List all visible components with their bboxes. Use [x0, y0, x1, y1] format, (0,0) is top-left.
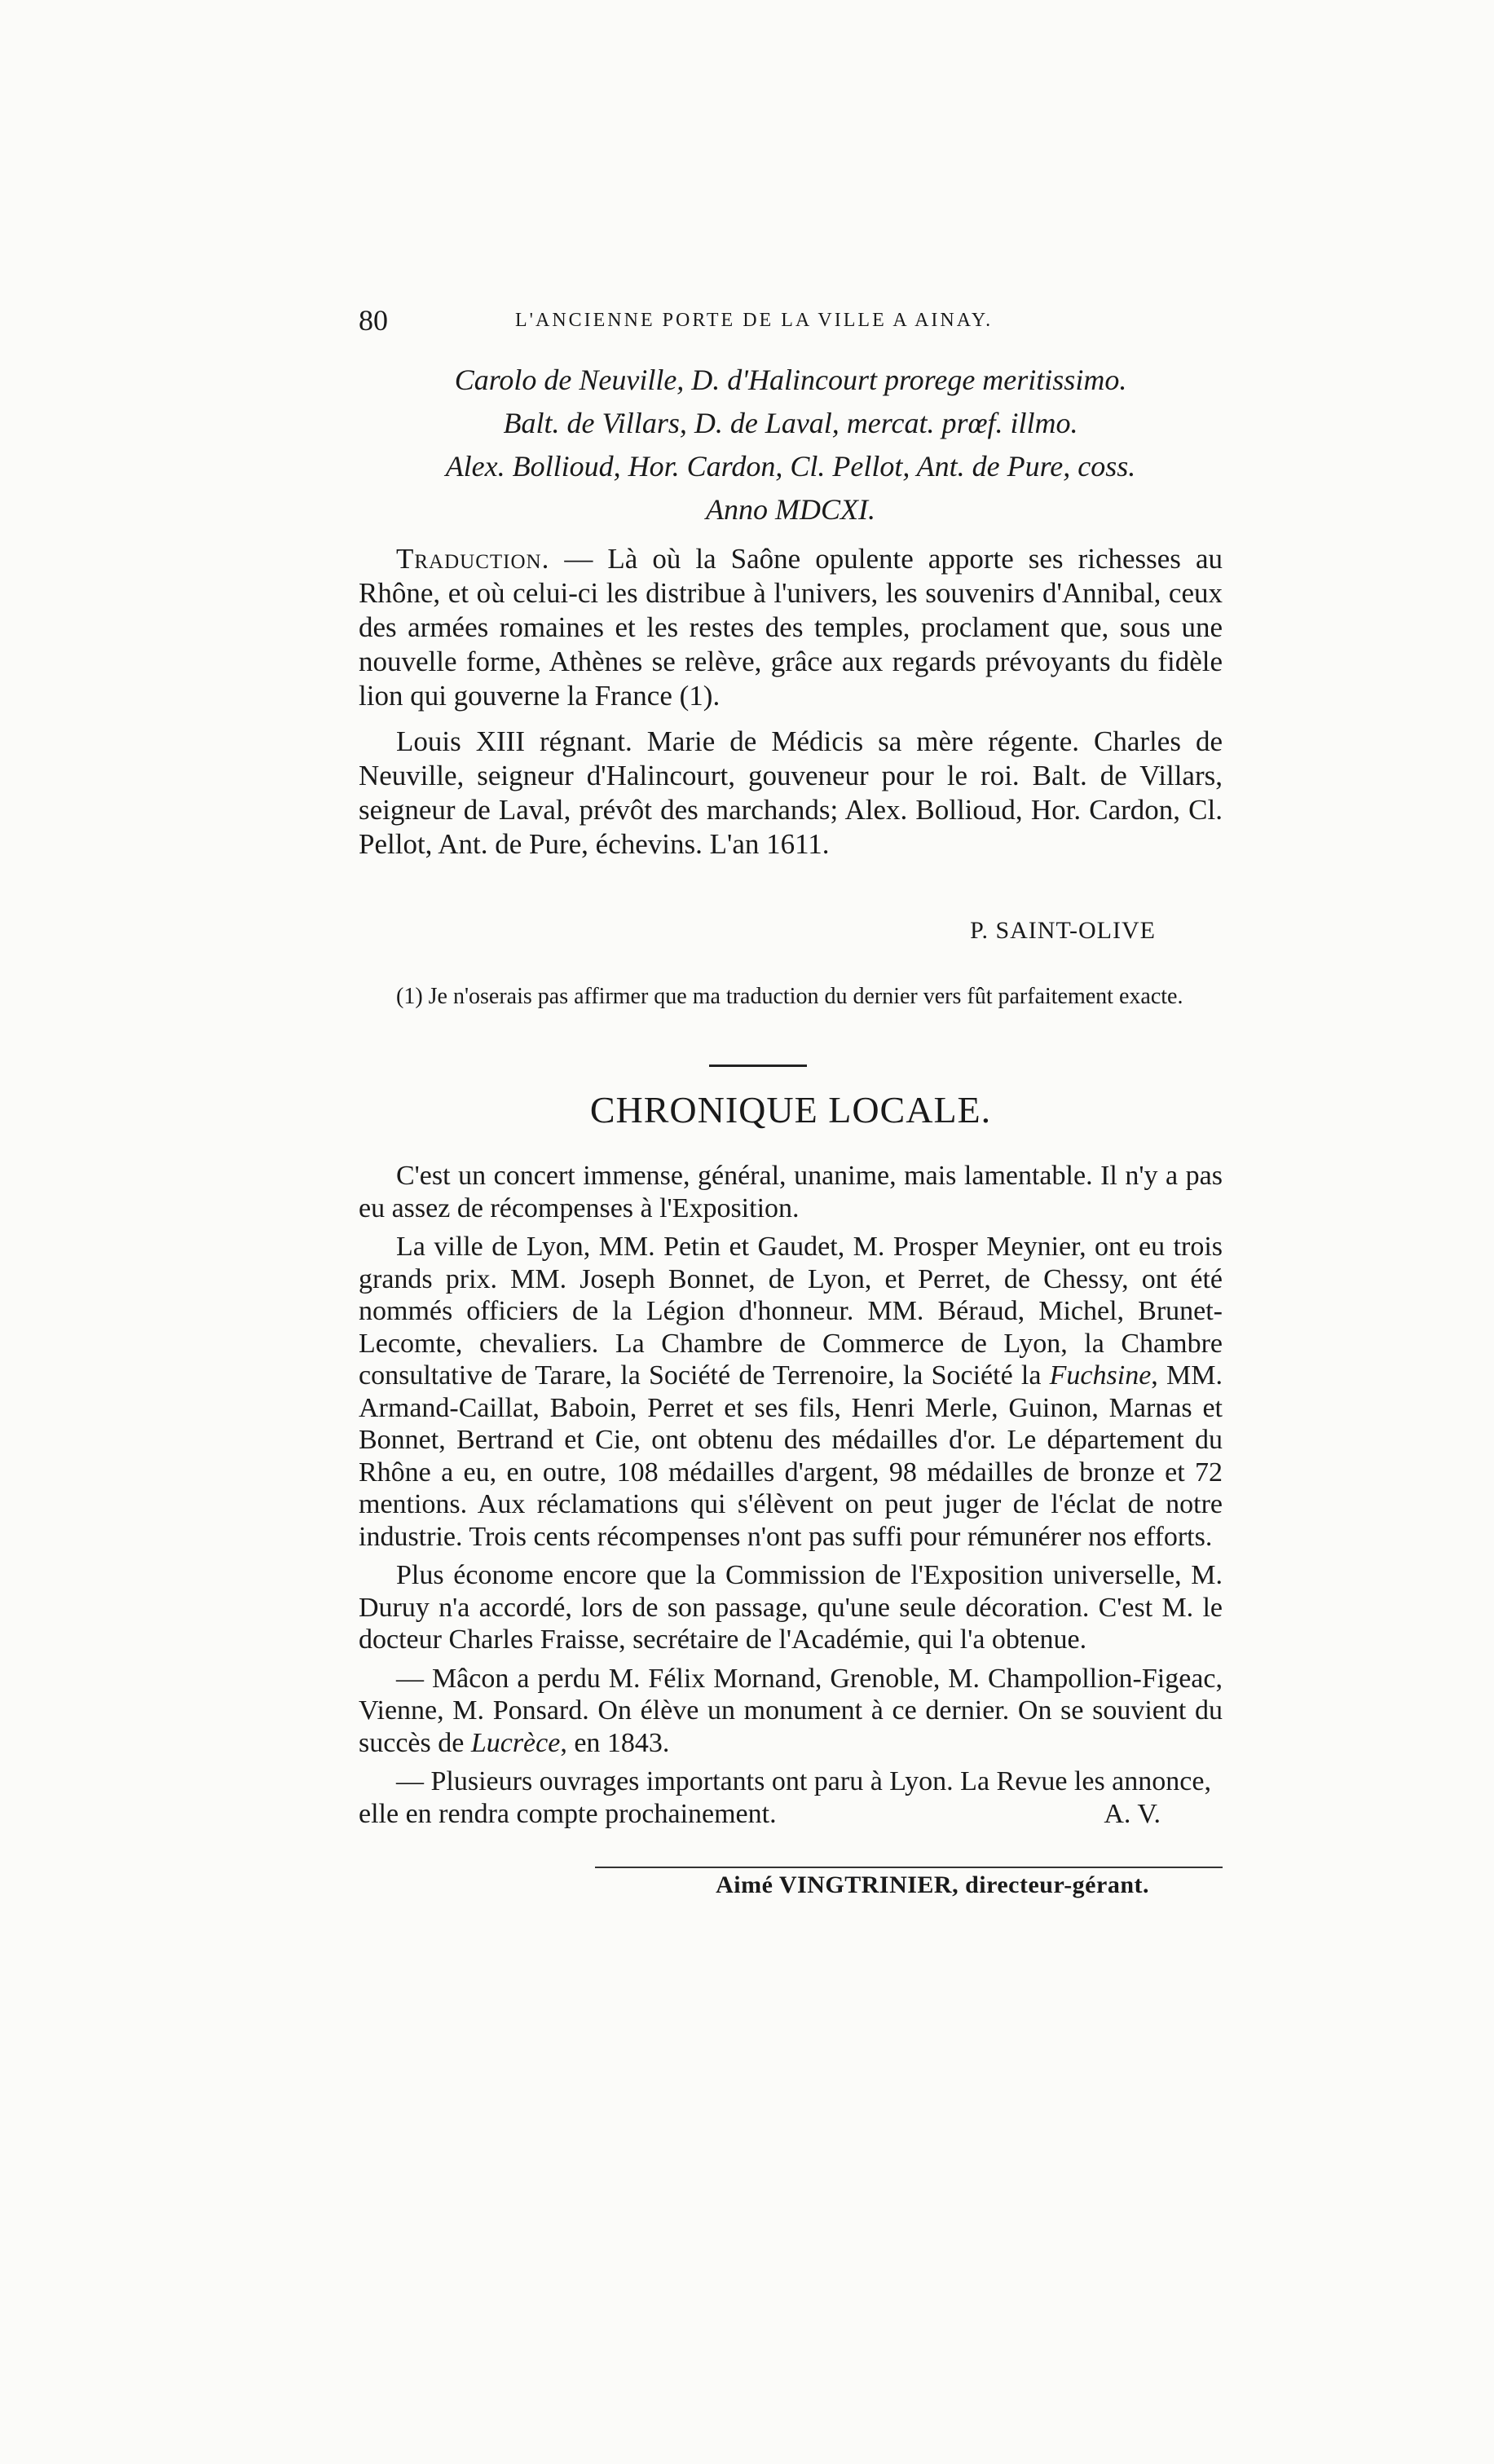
translation-paragraph-2: Louis XIII régnant. Marie de Médicis sa mère régente. Charles de Neuville, seigneur d'Halincourt, gouveneur pour le roi. Balt. de Villars, seigneur de Laval, prévôt des marchands; Alex. Bollioud, Hor. Cardon, Cl. Pellot, Ant. de Pure, échevins. L'an 1611. [359, 725, 1223, 860]
page-number: 80 [359, 304, 388, 337]
inscription-line: Alex. Bollioud, Hor. Cardon, Cl. Pellot, Ant. de Pure, coss. [445, 450, 1136, 483]
inscription-line: Balt. de Villars, D. de Laval, mercat. prœf. illmo. [503, 407, 1078, 439]
translation-paragraph [359, 542, 1223, 713]
paragraph-text: — Mâcon a perdu M. Félix Mornand, Grenoble, M. Champollion-Figeac, Vienne, M. Ponsard. On élève un monument à ce dernier. On se souvient du succès de [359, 1663, 1223, 1758]
inscription-line: Carolo de Neuville, D. d'Halincourt prorege meritissimo. [454, 364, 1127, 396]
chronique-section [359, 1160, 1223, 1836]
chronique-paragraph [359, 1231, 1223, 1553]
running-title: L'ANCIENNE PORTE DE LA VILLE A AINAY. [515, 310, 994, 331]
chronique-paragraph [359, 1663, 1223, 1760]
footer-rule [595, 1867, 1223, 1868]
author-signature: P. SAINT-OLIVE [970, 917, 1156, 944]
footnote-text: (1) Je n'oserais pas affirmer que ma traduction du dernier vers fût parfaitement exacte. [396, 984, 1183, 1009]
translation-text: — Là où la Saône opulente apporte ses richesses au Rhône, et où celui-ci les distribue à l'univers, les souvenirs d'Annibal, ceux des armées romaines et les restes des temples, proclament que, sous une nouvelle forme, Athènes se relève, grâce aux regards prévoyants du fidèle lion qui gouverne la France (1). [359, 543, 1223, 712]
paragraph-text: — Plusieurs ouvrages importants ont paru à Lyon. La Revue les annonce, elle en rendra compte prochainement. [359, 1766, 1211, 1829]
paragraph-text: , MM. Armand-Caillat, Baboin, Perret et ses fils, Henri Merle, Guinon, Marnas et Bonnet, Bertrand et Cie, ont obtenu des médailles d'or. Le département du Rhône a eu, en outre, 108 médailles d'argent, 98 médailles de bronze et 72 mentions. Aux réclamations qui s'élèvent on peut juger de l'éclat de notre industrie. Trois cents récompenses n'ont pas suffi pour rémunérer nos efforts. [359, 1360, 1223, 1552]
italic-term: Lucrèce [470, 1727, 561, 1758]
paragraph-text: , en 1843. [560, 1727, 670, 1758]
inscription-line: Anno MDCXI. [706, 493, 875, 526]
publisher-signature: Aimé VINGTRINIER, directeur-gérant. [716, 1871, 1149, 1898]
section-divider [709, 1065, 807, 1067]
italic-term: Fuchsine [1049, 1360, 1152, 1391]
chronique-paragraph [359, 1765, 1223, 1830]
footnote [359, 982, 1223, 1012]
latin-inscription [359, 359, 1223, 531]
author-initials: A. V. [1104, 1798, 1161, 1829]
paragraph-text: La ville de Lyon, MM. Petin et Gaudet, M. Prosper Meynier, ont eu trois grands prix. MM. Joseph Bonnet, de Lyon, et Perret, de Chessy, ont été nommés officiers de la Légion d'honneur. MM. Béraud, Michel, Brunet-Lecomte, chevaliers. La Chambre de Commerce de Lyon, la Chambre consultative de Tarare, la Société de Terrenoire, la Société la [359, 1232, 1223, 1391]
page-header [359, 303, 1223, 344]
chronique-paragraph: Plus économe encore que la Commission de l'Exposition universelle, M. Duruy n'a accordé, lors de son passage, qu'une seule décoration. C'est M. le docteur Charles Fraisse, secrétaire de l'Académie, qui l'a obtenue. [359, 1560, 1223, 1655]
section-heading: CHRONIQUE LOCALE. [589, 1089, 992, 1131]
translation-label: Traduction. [396, 543, 550, 575]
translation-section [359, 542, 1223, 862]
page [359, 0, 1223, 2464]
chronique-paragraph: C'est un concert immense, général, unanime, mais lamentable. Il n'y a pas eu assez de récompenses à l'Exposition. [359, 1161, 1223, 1223]
